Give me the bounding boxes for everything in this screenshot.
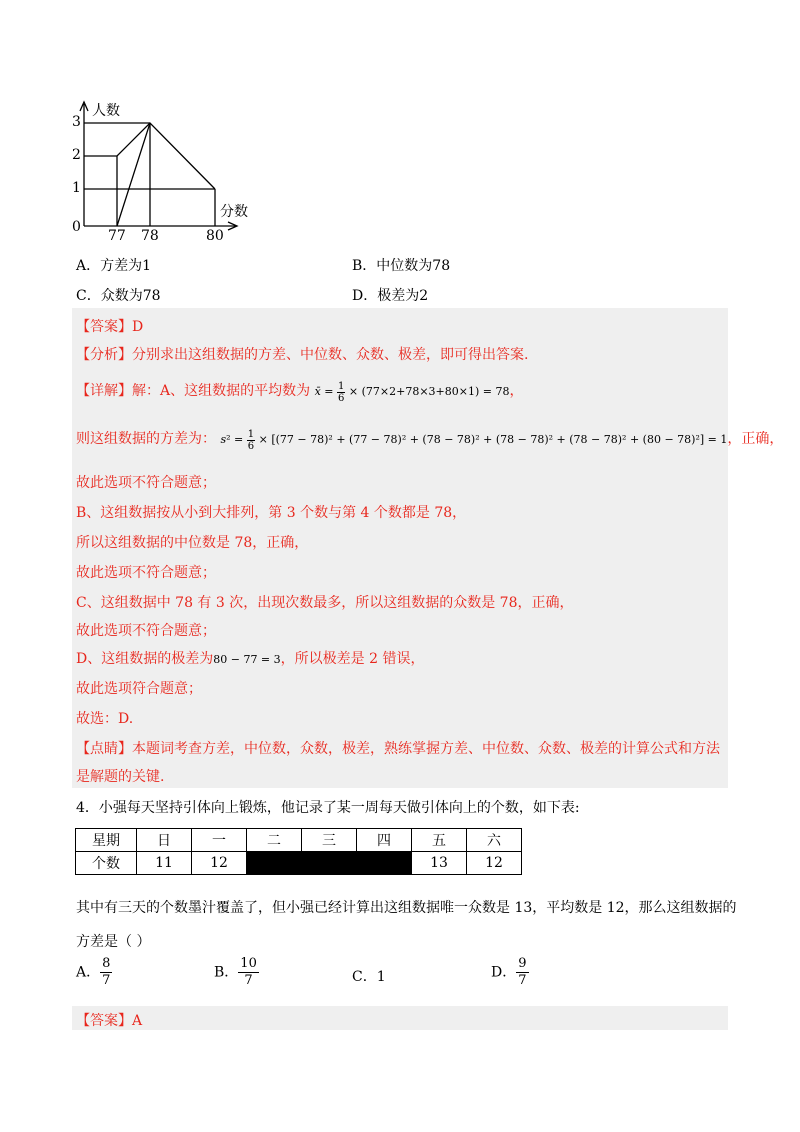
table-header-cell: 日 (137, 829, 192, 852)
q4-option-b: B． $\frac{10}{7}$ (214, 956, 257, 988)
variance-tail: ，正确， (727, 431, 784, 447)
answer-line-q3 (76, 316, 143, 336)
q4-option-d: D． $\frac{9}{7}$ (491, 956, 527, 988)
figure-origin: 0 (72, 219, 81, 235)
q4-option-c: C．1 (352, 969, 386, 985)
figure-x-tick-80: 80 (206, 228, 224, 244)
mean-formula: x̄ = $\frac{1}{6}$ × (77×2+78×3+80×1) = 78 (314, 380, 510, 404)
q4-option-a: A． $\frac{8}{7}$ (76, 956, 111, 988)
table-header-cell: 五 (412, 829, 467, 852)
table-row (76, 829, 522, 852)
figure-y-tick-1: 1 (72, 180, 81, 196)
answer-tag: 【答案】 (76, 319, 132, 335)
variance-formula: s² = $\frac{1}{6}$ × [(77 − 78)² + (77 − 78)² + (78 − 78)² + (78 − 78)² + (78 − 78)² + (80 − 78)²] = 1 (220, 428, 728, 452)
comment-line1: 【点睛】本题词考查方差，中位数，众数，极差，熟练掌握方差、中位数、众数、极差的计算公式和方法 (76, 741, 720, 757)
ink-covered-cell (357, 852, 412, 875)
line-c2: 故此选项不符合题意； (76, 623, 216, 639)
line-a-end: 故此选项不符合题意； (76, 475, 216, 491)
table-cell: 11 (137, 852, 192, 875)
option-d: D．极差为2 (352, 288, 429, 304)
table-header-cell: 一 (192, 829, 247, 852)
line-d2: 故此选项符合题意； (76, 681, 202, 697)
table-row (76, 852, 522, 875)
line-b1: B、这组数据按从小到大排列，第 3 个数与第 4 个数都是 78， (76, 505, 467, 521)
comment-tag: 【点睛】 (76, 741, 132, 757)
figure-y-tick-3: 3 (72, 114, 81, 130)
table-header-cell: 三 (302, 829, 357, 852)
figure-y-tick-2: 2 (72, 147, 81, 163)
table-cell: 12 (467, 852, 522, 875)
q4-stem: 4．小强每天坚持引体向上锻炼，他记录了某一周每天做引体向上的个数，如下表: (76, 800, 580, 816)
comment-line2: 是解题的关键. (76, 769, 165, 785)
variance-intro: 则这组数据的方差为： (76, 431, 216, 447)
figure-x-tick-78: 78 (141, 228, 159, 244)
table-cell: 12 (192, 852, 247, 875)
detail-line: 【详解】解：A、这组数据的平均数为 x̄ = $\frac{1}{6}$ × (77×2+78×3+80×1) = 78， (76, 380, 524, 404)
q4-text-line1: 其中有三天的个数墨汁覆盖了，但小强已经计算出这组数据唯一众数是 13，平均数是 12，那么这组数据的 (76, 900, 737, 916)
q4-text-line2: 方差是（ ） (76, 934, 151, 950)
analysis-line (76, 344, 528, 364)
table-header-cell: 六 (467, 829, 522, 852)
option-a: A．方差为1 (76, 258, 152, 274)
line-b2: 所以这组数据的中位数是 78，正确， (76, 535, 309, 551)
week-table (75, 828, 522, 875)
answer-value: A (132, 1013, 143, 1029)
ink-covered-cell (302, 852, 357, 875)
figure-x-tick-77: 77 (108, 228, 126, 244)
figure-x-label: 分数 (220, 204, 248, 220)
diag-line (117, 123, 150, 226)
table-header-cell: 二 (247, 829, 302, 852)
option-c: C．众数为78 (76, 288, 161, 304)
answer-value: D (132, 319, 144, 335)
line-b3: 故此选项不符合题意； (76, 565, 216, 581)
detail-tag: 【详解】 (76, 383, 132, 399)
table-header-cell: 星期 (76, 829, 137, 852)
figure-y-label: 人数 (92, 103, 120, 119)
ink-covered-cell (247, 852, 302, 875)
variance-line (76, 428, 783, 452)
choose-line: 故选：D. (76, 711, 134, 727)
option-b: B．中位数为78 (352, 258, 451, 274)
answer-tag: 【答案】 (76, 1013, 132, 1029)
answer-band-q4 (72, 1006, 728, 1030)
analysis-tag: 【分析】 (76, 347, 132, 363)
table-cell: 13 (412, 852, 467, 875)
range-formula: 80 − 77 = 3 (213, 653, 281, 666)
line-c1: C、这组数据中 78 有 3 次，出现次数最多，所以这组数据的众数是 78，正确， (76, 595, 574, 611)
answer-line-q4 (76, 1010, 142, 1030)
table-header-cell: 四 (357, 829, 412, 852)
table-cell: 个数 (76, 852, 137, 875)
analysis-text: 分别求出这组数据的方差、中位数、众数、极差，即可得出答案. (132, 347, 529, 363)
detail-intro: 解：A、这组数据的平均数为 (132, 383, 311, 399)
line-d1: D、这组数据的极差为80 − 77 = 3，所以极差是 2 错误， (76, 651, 425, 667)
